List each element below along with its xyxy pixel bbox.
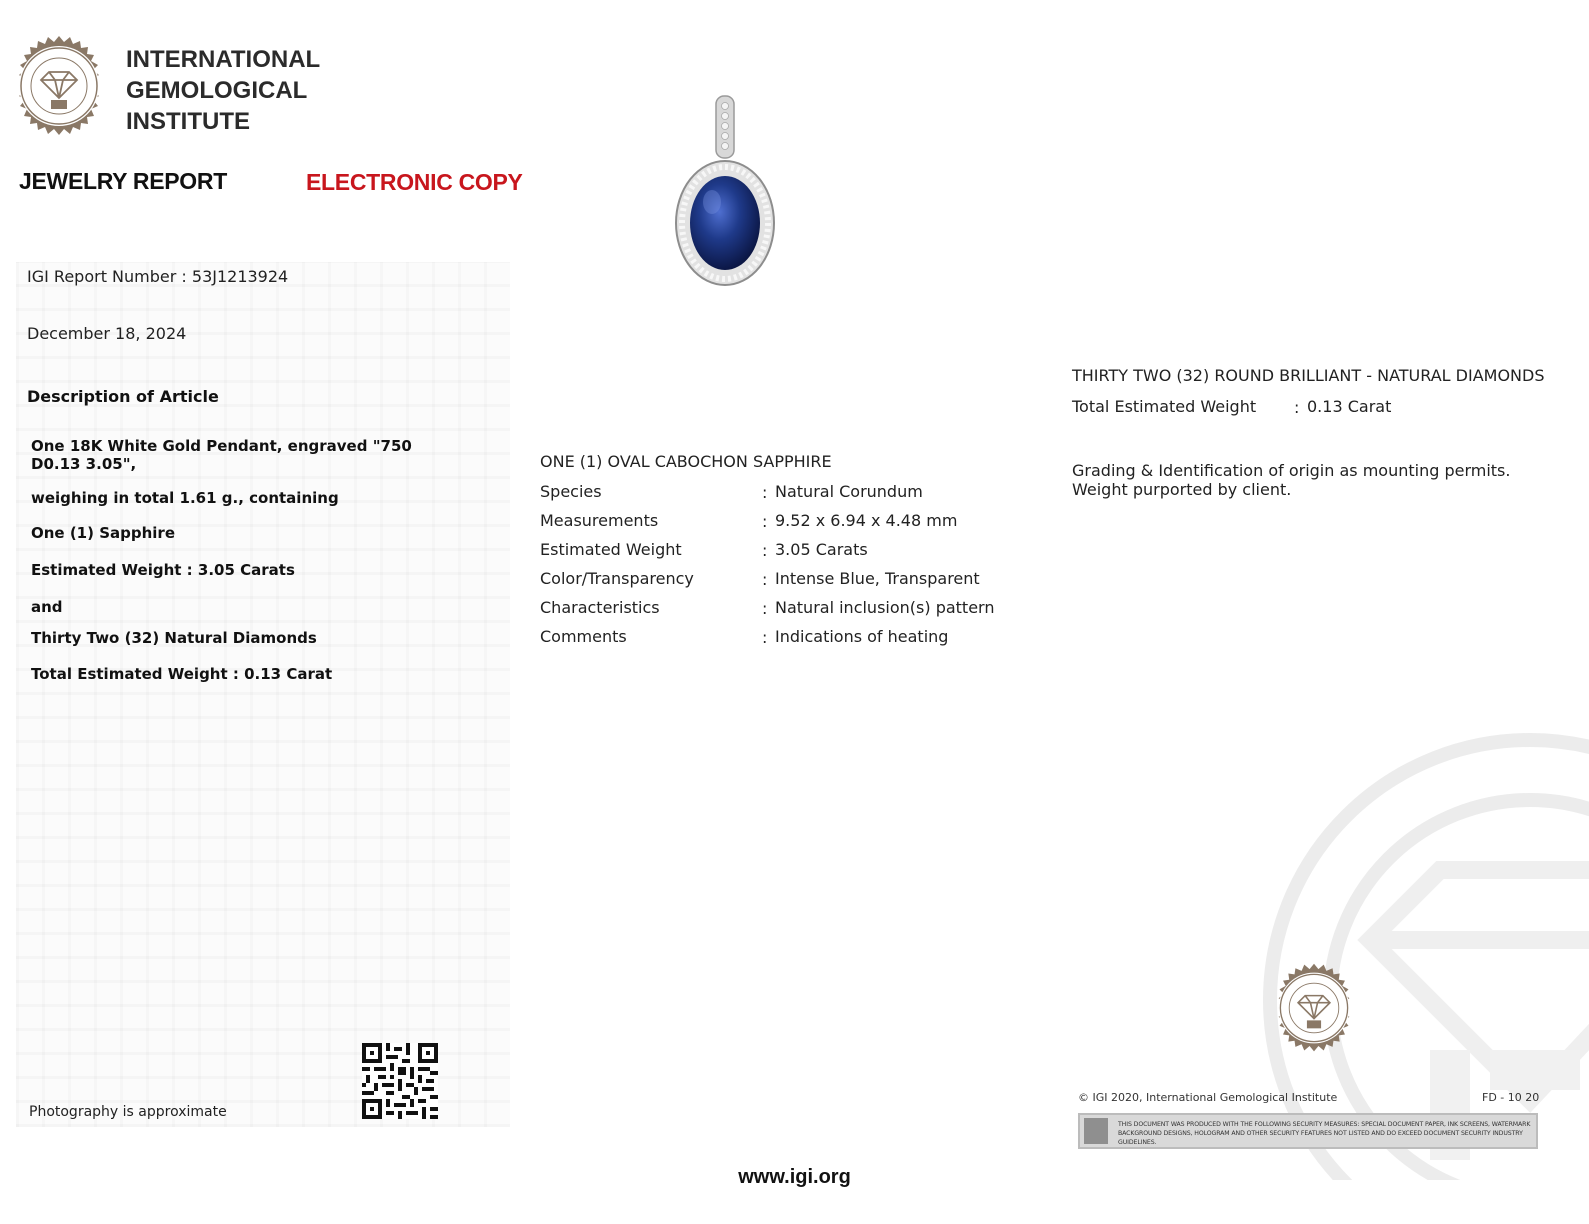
watermark-seal-icon	[1200, 700, 1589, 1180]
description-line: and	[31, 598, 63, 616]
spec-colon: :	[762, 628, 768, 647]
spec-colon: :	[762, 483, 768, 502]
sapphire-row-comments	[540, 627, 1010, 647]
website-link[interactable]: www.igi.org	[738, 1166, 851, 1188]
security-notice	[1078, 1113, 1538, 1149]
sapphire-row-color	[540, 569, 1010, 589]
form-code: FD - 10 20	[1482, 1091, 1540, 1104]
sapphire-row-characteristics	[540, 598, 1010, 618]
grading-note-line1: Grading & Identification of origin as mounting permits.	[1072, 461, 1511, 480]
electronic-copy-label: ELECTRONIC COPY	[306, 169, 523, 195]
spec-value: 3.05 Carats	[775, 540, 868, 559]
diamonds-weight-row	[1072, 397, 1472, 417]
pendant-photo	[660, 90, 790, 300]
copyright: © IGI 2020, International Gemological Institute	[1078, 1091, 1338, 1104]
sapphire-row-measurements	[540, 511, 1010, 531]
sapphire-row-estimated-weight	[540, 540, 1010, 560]
spec-colon: :	[1294, 398, 1300, 417]
org-name	[126, 44, 320, 137]
spec-value: Natural inclusion(s) pattern	[775, 598, 995, 617]
spec-label: Comments	[540, 627, 627, 646]
diamonds-title: THIRTY TWO (32) ROUND BRILLIANT - NATURAL DIAMONDS	[1072, 366, 1545, 385]
igi-seal-small-icon	[1268, 962, 1360, 1054]
spec-label: Characteristics	[540, 598, 660, 617]
sapphire-row-species	[540, 482, 1010, 502]
spec-colon: :	[762, 541, 768, 560]
qr-code-icon[interactable]	[362, 1043, 438, 1119]
spec-colon: :	[762, 512, 768, 531]
security-text: THIS DOCUMENT WAS PRODUCED WITH THE FOLLOWING SECURITY MEASURES: SPECIAL DOCUMENT PAPER, INK SCREENS, WATERMARK BACKGROUND DESIGNS, HOLOGRAM AND OTHER SECURITY FEATURES NOT LISTED AND DO EXCEED DOCUMENT SECURITY INDUSTRY GUIDELINES.	[1118, 1121, 1531, 1146]
spec-colon: :	[762, 570, 768, 589]
spec-label: Estimated Weight	[540, 540, 682, 559]
grading-note-line2: Weight purported by client.	[1072, 480, 1292, 499]
report-date: December 18, 2024	[27, 324, 187, 343]
org-name-line2: GEMOLOGICAL	[126, 77, 308, 104]
description-title: Description of Article	[27, 387, 219, 406]
spec-value: Natural Corundum	[775, 482, 923, 501]
igi-seal-logo-icon	[7, 34, 111, 138]
spec-value: Indications of heating	[775, 627, 949, 646]
sapphire-title: ONE (1) OVAL CABOCHON SAPPHIRE	[540, 452, 832, 471]
lock-icon	[1084, 1118, 1108, 1144]
spec-colon: :	[762, 599, 768, 618]
spec-value: 9.52 x 6.94 x 4.48 mm	[775, 511, 958, 530]
spec-label: Total Estimated Weight	[1072, 397, 1257, 416]
org-name-line3: INSTITUTE	[126, 108, 250, 135]
description-line: One (1) Sapphire	[31, 524, 175, 542]
description-line: Estimated Weight : 3.05 Carats	[31, 561, 295, 579]
spec-label: Measurements	[540, 511, 659, 530]
spec-value: Intense Blue, Transparent	[775, 569, 980, 588]
description-line: weighing in total 1.61 g., containing	[31, 489, 339, 507]
spec-label: Species	[540, 482, 602, 501]
spec-label: Color/Transparency	[540, 569, 694, 588]
report-number: IGI Report Number : 53J1213924	[27, 267, 289, 286]
spec-value: 0.13 Carat	[1307, 397, 1392, 416]
org-name-line1: INTERNATIONAL	[126, 46, 321, 73]
description-line: Total Estimated Weight : 0.13 Carat	[31, 665, 333, 683]
description-line: One 18K White Gold Pendant, engraved "750 D0.13 3.05",	[31, 437, 412, 473]
photography-note: Photography is approximate	[29, 1104, 227, 1120]
report-title: JEWELRY REPORT	[19, 168, 227, 194]
grading-note	[1072, 461, 1542, 499]
description-line: Thirty Two (32) Natural Diamonds	[31, 629, 317, 647]
